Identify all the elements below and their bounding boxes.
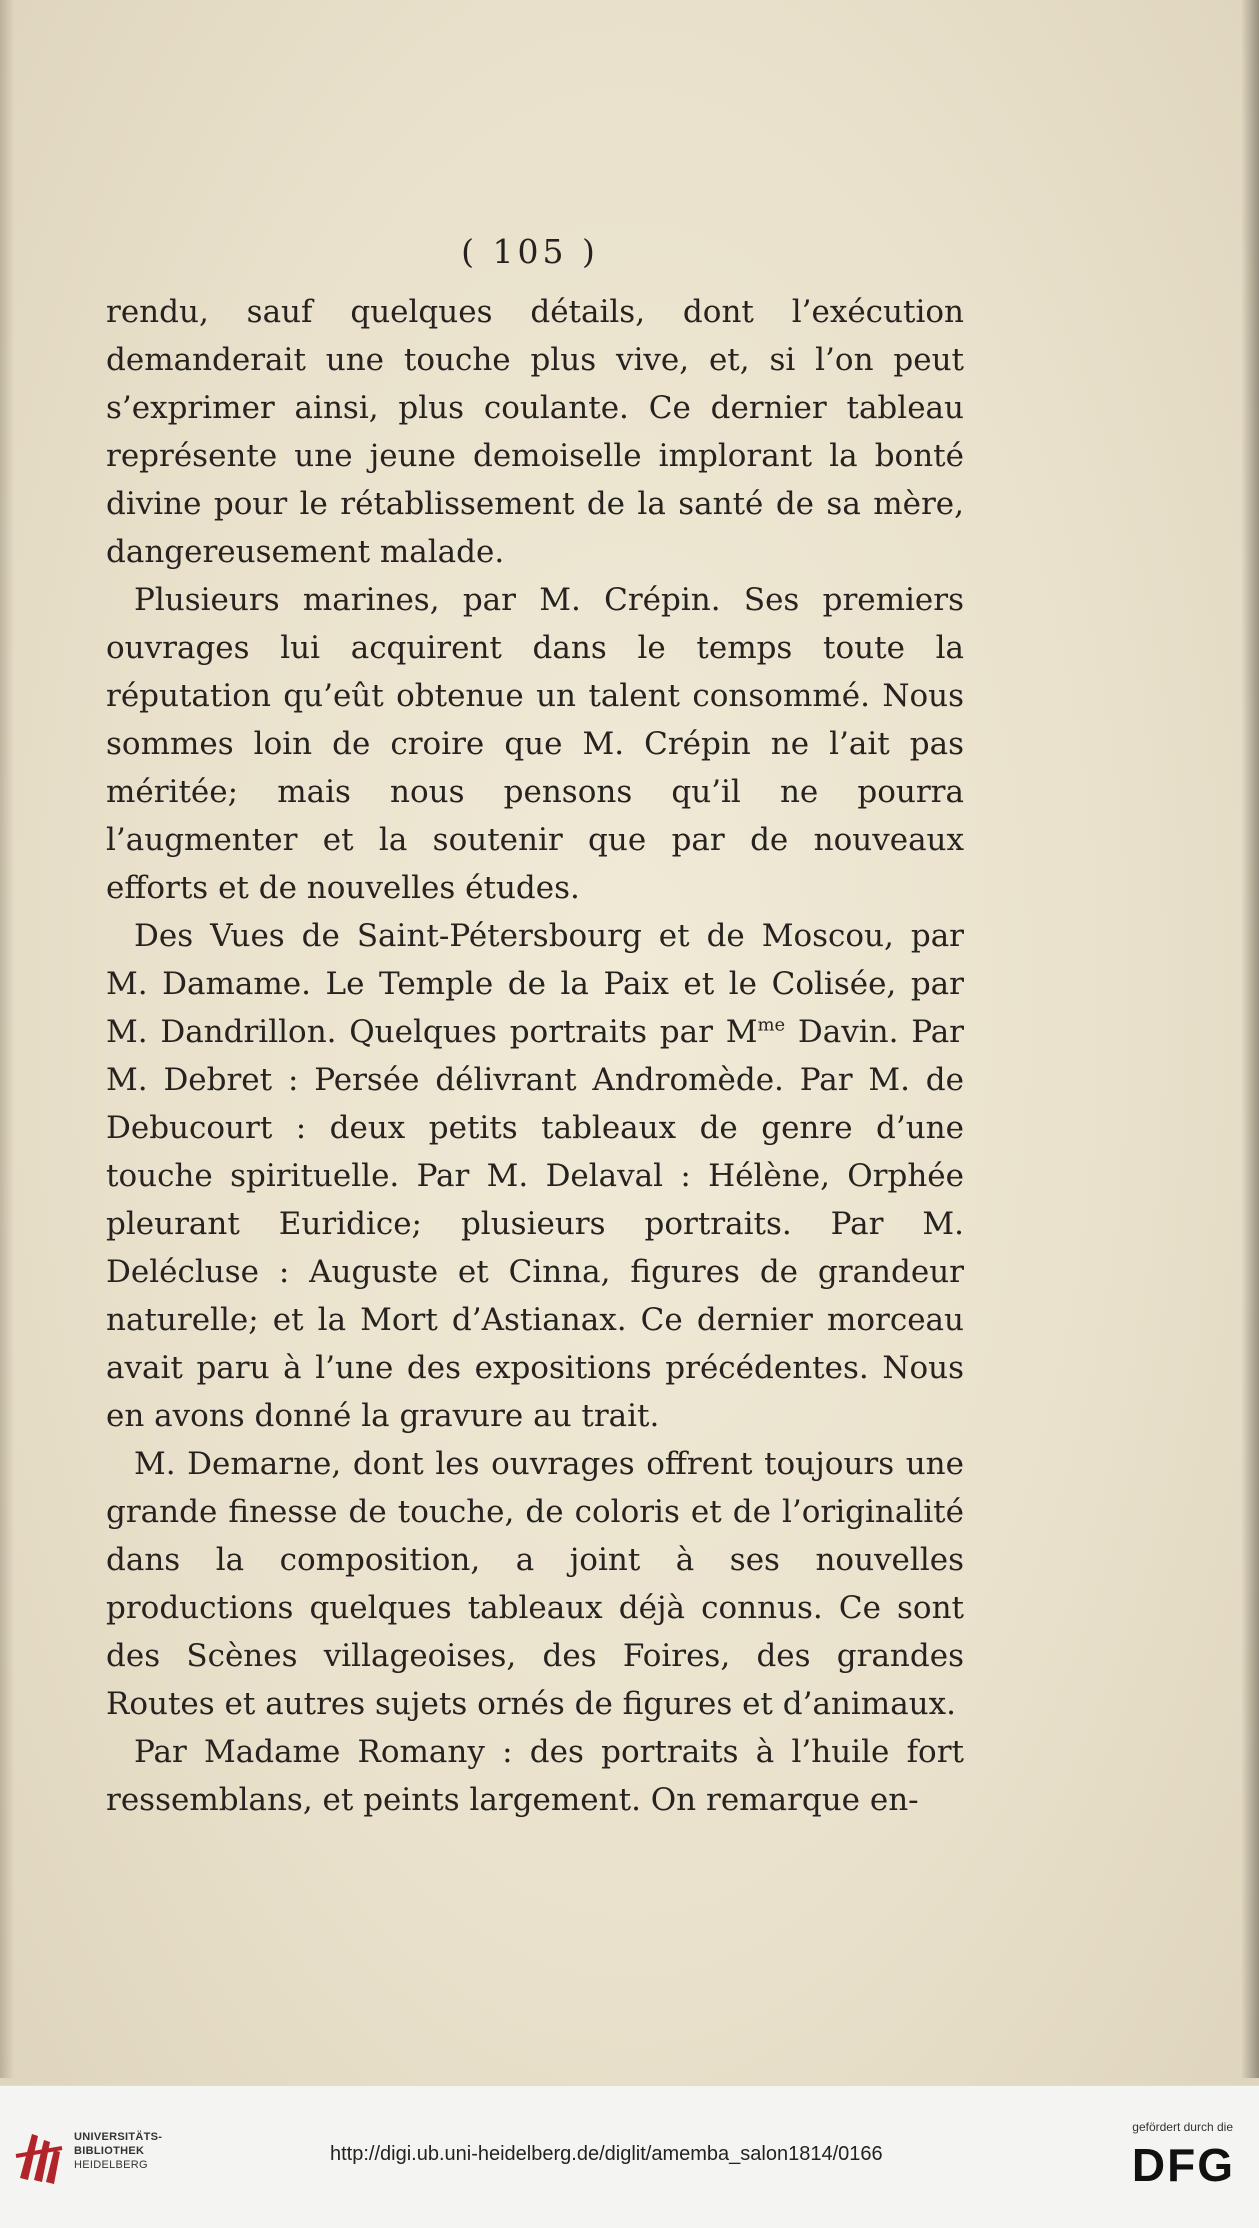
page-number: ( 105 )	[461, 232, 599, 271]
library-name	[74, 2130, 162, 2172]
paragraph-4: M. Demarne, dont les ouvrages offrent toujours une grande finesse de touche, de coloris et de l’originalité dans la composition, a joint à ses nouvelles productions quelques tableaux déjà connus. Ce sont des Scènes villageoises, des Foires, des grandes Routes et autres sujets ornés de figures et d’animaux.	[106, 1446, 964, 1722]
footer-bar	[0, 2085, 1259, 2228]
paragraph-2: Plusieurs marines, par M. Crépin. Ses premiers ouvrages lui acquirent dans le temps toute la réputation qu’eût obtenue un talent consommé. Nous sommes loin de croire que M. Crépin ne l’ait pas méritée; mais nous pensons qu’il ne pourra l’augmenter et la soutenir que par de nouveaux efforts et de nouvelles études.	[106, 582, 964, 906]
library-name-line-2: BIBLIOTHEK	[74, 2145, 145, 2157]
paragraph-3-part-2: Davin. Par M. Debret : Persée délivrant Andromède. Par M. de Debucourt : deux petits tableaux de genre d’une touche spirituelle. Par M. Delaval : Hélène, Orphée pleurant Euridice; plusieurs portraits. Par M. Delécluse : Auguste et Cinna, figures de grandeur naturelle; et la Mort d’Astianax. Ce dernier morceau avait paru à l’une des expositions précédentes. Nous en avons donné la gravure au trait.	[106, 1014, 964, 1434]
sponsor-label: gefördert durch die	[1132, 2120, 1233, 2134]
paragraph-3	[106, 912, 964, 1440]
paragraph-1: rendu, sauf quelques détails, dont l’exécution demanderait une touche plus vive, et, si l’on peut s’exprimer ainsi, plus coulante. Ce dernier tableau représente une jeune demoiselle implorant la bonté divine pour le rétablissement de la santé de sa mère, dangereusement malade.	[106, 294, 964, 570]
paragraph-5: Par Madame Romany : des portraits à l’huile fort ressemblans, et peints largement. On remarque en-	[106, 1734, 964, 1818]
source-url-link[interactable]: http://digi.ub.uni-heidelberg.de/diglit/amemba_salon1814/0166	[330, 2143, 883, 2165]
paragraph-3-part-1: Des Vues de Saint-Pétersbourg et de Moscou, par M. Damame. Le Temple de la Paix et le Colisée, par M. Dandrillon. Quelques portraits par M	[106, 918, 964, 1050]
dfg-logo: DFG	[1131, 2139, 1235, 2191]
library-name-line-1: UNIVERSITÄTS-	[74, 2131, 163, 2143]
library-name-line-3: HEIDELBERG	[74, 2159, 148, 2171]
paragraph-3-superscript: me	[757, 1014, 786, 1036]
library-logo-icon	[12, 2126, 66, 2186]
text-body	[106, 288, 964, 1824]
